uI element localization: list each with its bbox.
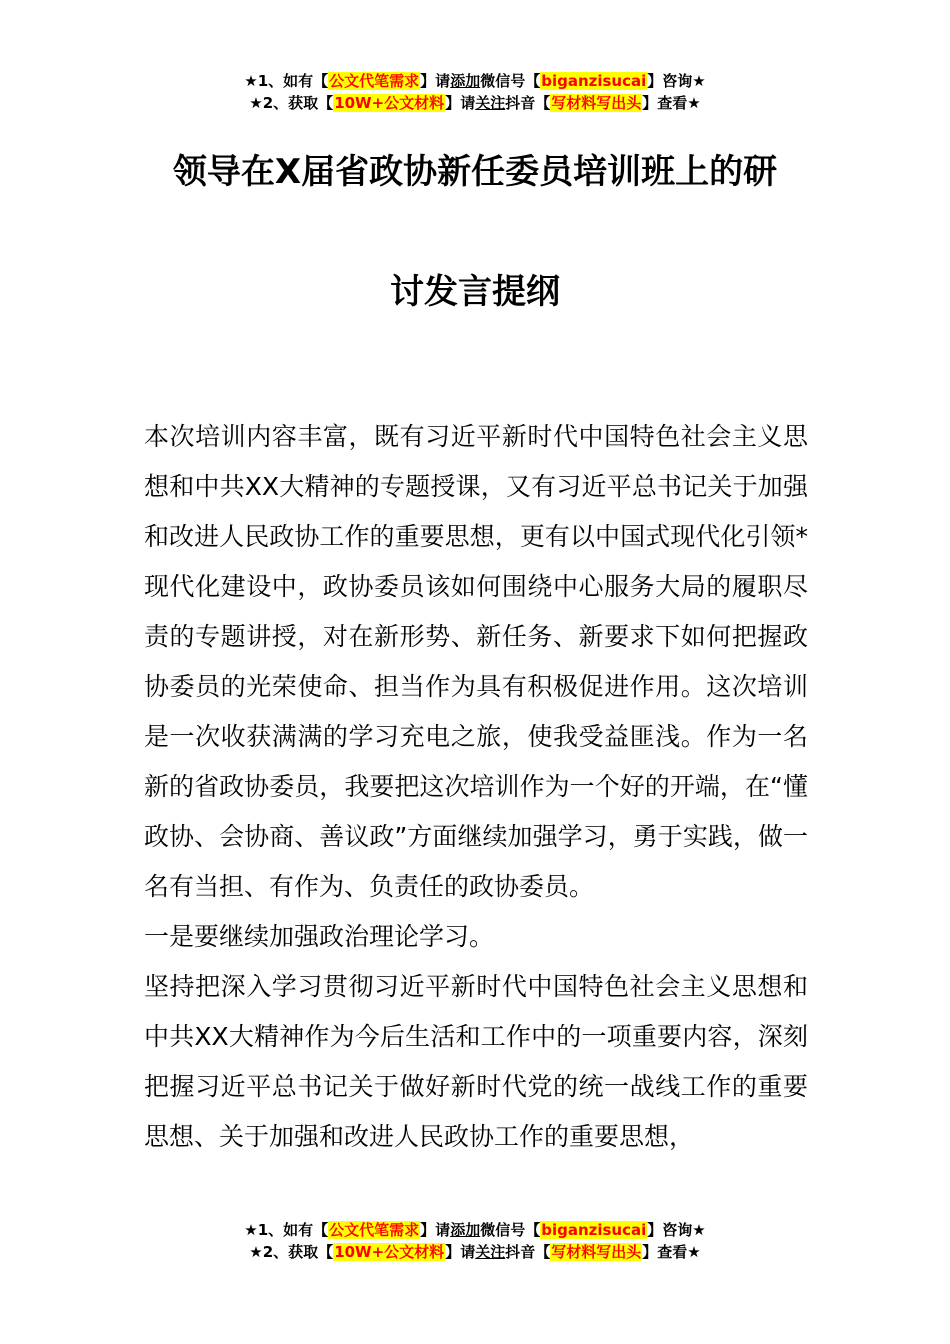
banner-line-1: ★1、如有【公文代笔需求】请添加微信号【biganzisucai】咨询★ bbox=[244, 72, 706, 90]
paragraph-heading-1: 一是要继续加强政治理论学习。 bbox=[144, 922, 495, 951]
banner-line-1: ★1、如有【公文代笔需求】请添加微信号【biganzisucai】咨询★ bbox=[244, 1221, 706, 1239]
banner-douyin-id: 写材料写出头 bbox=[551, 1243, 642, 1261]
banner-highlight: 10W+公文材料 bbox=[334, 94, 445, 112]
document-title-line-1: 领导在X届省政协新任委员培训班上的研 bbox=[172, 152, 778, 192]
banner-highlight: 公文代笔需求 bbox=[329, 1221, 420, 1239]
banner-douyin-id: 写材料写出头 bbox=[551, 94, 642, 112]
banner-highlight: 公文代笔需求 bbox=[329, 72, 420, 90]
header-banner bbox=[0, 70, 950, 114]
footer-banner bbox=[0, 1219, 950, 1263]
banner-wechat-id: biganzisucai bbox=[541, 1221, 647, 1239]
document-title-line-2: 讨发言提纲 bbox=[390, 272, 560, 312]
paragraph-intro: 本次培训内容丰富，既有习近平新时代中国特色社会主义思想和中共XX大精神的专题授课，又有习近平总书记关于加强和改进人民政协工作的重要思想，更有以中国式现代化引领*现代化建设中，政协委员该如何围绕中心服务大局的履职尽责的专题讲授，对在新形势、新任务、新要求下如何把握政协委员的光荣使命、担当作为具有积极促进作用。这次培训是一次收获满满的学习充电之旅，使我受益匪浅。作为一名新的省政协委员，我要把这次培训作为一个好的开端，在“懂政协、会协商、善议政”方面继续加强学习，勇于实践，做一名有当担、有作为、负责任的政协委员。 bbox=[144, 422, 808, 901]
paragraph-body-1: 坚持把深入学习贯彻习近平新时代中国特色社会主义思想和中共XX大精神作为今后生活和工作中的一项重要内容，深刻把握习近平总书记关于做好新时代党的统一战线工作的重要思想、关于加强和改进人民政协工作的重要思想， bbox=[144, 972, 808, 1151]
banner-line-2: ★2、获取【10W+公文材料】请关注抖音【写材料写出头】查看★ bbox=[249, 1243, 701, 1261]
banner-wechat-id: biganzisucai bbox=[541, 72, 647, 90]
banner-line-2: ★2、获取【10W+公文材料】请关注抖音【写材料写出头】查看★ bbox=[249, 94, 701, 112]
banner-highlight: 10W+公文材料 bbox=[334, 1243, 445, 1261]
document-body bbox=[144, 412, 808, 1162]
